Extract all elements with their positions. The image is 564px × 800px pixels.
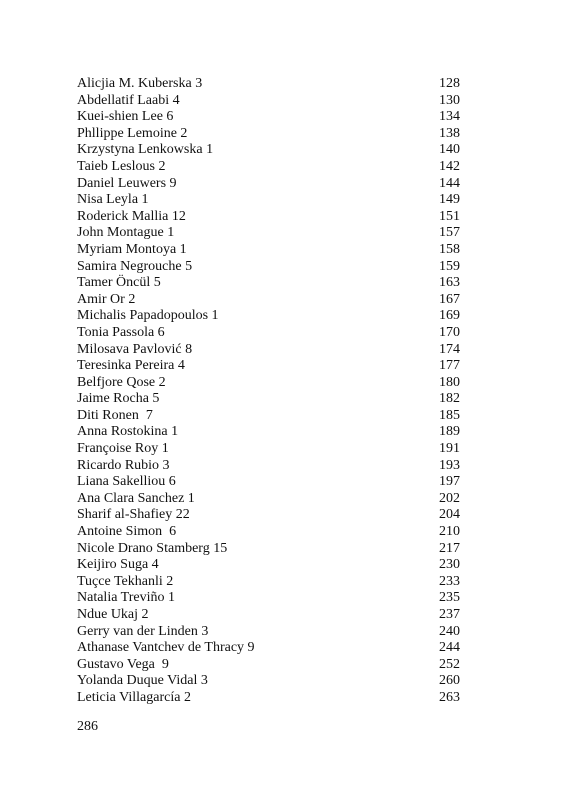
author-entry: Amir Or 2	[77, 291, 136, 307]
page-reference: 159	[439, 258, 460, 274]
page-reference: 244	[439, 640, 460, 656]
toc-entry	[77, 424, 460, 441]
page-reference: 233	[439, 573, 460, 589]
page-reference: 140	[439, 142, 460, 158]
toc-entry	[77, 590, 460, 607]
toc-entry	[77, 292, 460, 309]
page-reference: 191	[439, 441, 460, 457]
toc-entry	[77, 126, 460, 143]
page-reference: 197	[439, 474, 460, 490]
author-entry: Leticia Villagarcía 2	[77, 689, 191, 705]
author-entry: Milosava Pavlović 8	[77, 341, 193, 357]
page-reference: 193	[439, 457, 460, 473]
author-entry: Abdellatif Laabi 4	[77, 92, 180, 108]
page-reference: 240	[439, 623, 460, 639]
author-entry: Ana Clara Sanchez 1	[77, 490, 195, 506]
toc-entry	[77, 142, 460, 159]
author-entry: Teresinka Pereira 4	[77, 358, 185, 374]
author-entry: Tonia Passola 6	[77, 324, 165, 340]
page-reference: 252	[439, 656, 460, 672]
author-entry: Phllippe Lemoine 2	[77, 125, 188, 141]
toc-entry	[77, 225, 460, 242]
author-entry: Anna Rostokina 1	[77, 424, 179, 440]
author-entry: Françoise Roy 1	[77, 441, 169, 457]
page-reference: 263	[439, 689, 460, 705]
toc-entry	[77, 624, 460, 641]
page-reference: 128	[439, 76, 460, 91]
toc-entry	[77, 375, 460, 392]
page-reference: 142	[439, 158, 460, 174]
author-entry: Sharif al-Shafiey 22	[77, 507, 190, 523]
table-of-contents	[77, 76, 460, 707]
author-entry: Tuçce Tekhanli 2	[77, 573, 174, 589]
author-entry: Taieb Leslous 2	[77, 158, 166, 174]
author-entry: Myriam Montoya 1	[77, 241, 187, 257]
page-reference: 169	[439, 308, 460, 324]
toc-entry	[77, 176, 460, 193]
author-entry: John Montague 1	[77, 225, 175, 241]
toc-entry	[77, 391, 460, 408]
author-entry: Nicole Drano Stamberg 15	[77, 540, 228, 556]
page-reference: 210	[439, 524, 460, 540]
page-reference: 185	[439, 407, 460, 423]
author-entry: Natalia Treviño 1	[77, 590, 175, 606]
toc-entry	[77, 242, 460, 259]
author-entry: Keijiro Suga 4	[77, 557, 159, 573]
toc-entry	[77, 640, 460, 657]
page-reference: 167	[439, 291, 460, 307]
page-reference: 235	[439, 590, 460, 606]
author-entry: Roderick Mallia 12	[77, 208, 186, 224]
author-entry: Ricardo Rubio 3	[77, 457, 170, 473]
toc-entry	[77, 76, 460, 93]
toc-entry	[77, 458, 460, 475]
toc-entry	[77, 491, 460, 508]
author-entry: Alicjia M. Kuberska 3	[77, 76, 203, 91]
page-reference: 230	[439, 557, 460, 573]
toc-entry	[77, 109, 460, 126]
page-number: 286	[77, 719, 98, 734]
page-reference: 260	[439, 673, 460, 689]
page-reference: 144	[439, 175, 460, 191]
toc-entry	[77, 557, 460, 574]
toc-entry	[77, 358, 460, 375]
page-reference: 177	[439, 358, 460, 374]
page-reference: 157	[439, 225, 460, 241]
author-entry: Antoine Simon 6	[77, 524, 177, 540]
page-reference: 217	[439, 540, 460, 556]
page-reference: 158	[439, 241, 460, 257]
toc-entry	[77, 275, 460, 292]
author-entry: Krzystyna Lenkowska 1	[77, 142, 214, 158]
page-reference: 149	[439, 192, 460, 208]
author-entry: Kuei-shien Lee 6	[77, 109, 174, 125]
author-entry: Jaime Rocha 5	[77, 391, 160, 407]
toc-entry	[77, 209, 460, 226]
toc-entry	[77, 607, 460, 624]
toc-entry	[77, 441, 460, 458]
author-entry: Gustavo Vega 9	[77, 656, 169, 672]
author-entry: Athanase Vantchev de Thracy 9	[77, 640, 255, 656]
author-entry: Ndue Ukaj 2	[77, 607, 149, 622]
toc-entry	[77, 93, 460, 110]
page-reference: 237	[439, 607, 460, 622]
page-reference: 134	[439, 109, 460, 125]
toc-entry	[77, 574, 460, 591]
toc-entry	[77, 259, 460, 276]
author-entry: Diti Ronen 7	[77, 407, 153, 423]
author-entry: Liana Sakelliou 6	[77, 474, 176, 490]
page-reference: 204	[439, 507, 460, 523]
page-reference: 182	[439, 391, 460, 407]
toc-entry	[77, 192, 460, 209]
toc-entry	[77, 308, 460, 325]
toc-entry	[77, 673, 460, 690]
page-reference: 163	[439, 275, 460, 291]
page-reference: 189	[439, 424, 460, 440]
page-reference: 202	[439, 490, 460, 506]
toc-entry	[77, 507, 460, 524]
author-entry: Tamer Öncül 5	[77, 275, 161, 291]
author-entry: Yolanda Duque Vidal 3	[77, 673, 208, 689]
page-reference: 138	[439, 125, 460, 141]
page-reference: 151	[439, 208, 460, 224]
toc-entry	[77, 325, 460, 342]
author-entry: Nisa Leyla 1	[77, 192, 149, 208]
toc-entry	[77, 657, 460, 674]
page-reference: 130	[439, 92, 460, 108]
toc-entry	[77, 524, 460, 541]
author-entry: Belfjore Qose 2	[77, 374, 166, 390]
page-reference: 180	[439, 374, 460, 390]
toc-entry	[77, 408, 460, 425]
page-reference: 170	[439, 324, 460, 340]
page-reference: 174	[439, 341, 460, 357]
toc-entry	[77, 474, 460, 491]
author-entry: Samira Negrouche 5	[77, 258, 193, 274]
toc-entry	[77, 541, 460, 558]
toc-entry	[77, 690, 460, 707]
author-entry: Michalis Papadopoulos 1	[77, 308, 219, 324]
toc-entry	[77, 159, 460, 176]
author-entry: Daniel Leuwers 9	[77, 175, 177, 191]
toc-entry	[77, 342, 460, 359]
author-entry: Gerry van der Linden 3	[77, 623, 209, 639]
